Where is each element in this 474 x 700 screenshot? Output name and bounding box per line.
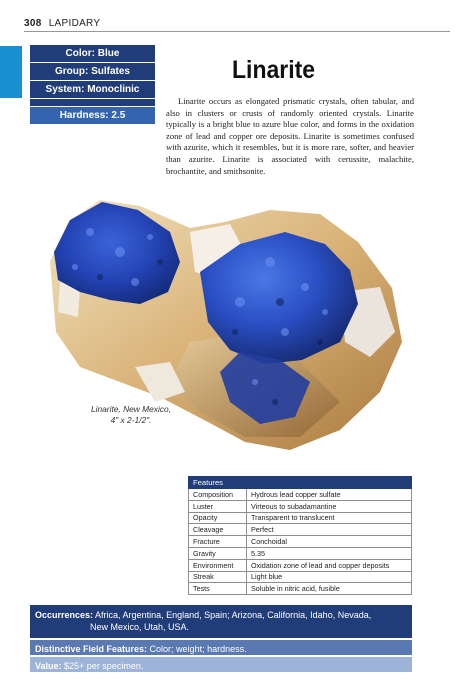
footer-info xyxy=(30,605,412,674)
feature-key: Luster xyxy=(189,500,247,512)
infobox-group: Group: Sulfates xyxy=(30,63,155,81)
feature-key: Composition xyxy=(189,489,247,501)
feature-key: Environment xyxy=(189,559,247,571)
table-row xyxy=(189,524,412,536)
section-name: LAPIDARY xyxy=(48,18,101,29)
infobox-color: Color: Blue xyxy=(30,45,155,63)
occurrences-line-2: New Mexico, Utah, USA. xyxy=(90,622,190,632)
occurrences-line-1: Africa, Argentina, England, Spain; Arizona, California, Idaho, Nevada, xyxy=(95,610,372,620)
table-row xyxy=(189,500,412,512)
table-row xyxy=(189,559,412,571)
table-row xyxy=(189,583,412,595)
feature-value: Hydrous lead copper sulfate xyxy=(247,489,412,501)
infobox-spacer xyxy=(30,99,155,107)
distinctive-value: Color; weight; hardness. xyxy=(149,644,247,654)
feature-value: Oxidation zone of lead and copper deposits xyxy=(247,559,412,571)
feature-value: Perfect xyxy=(247,524,412,536)
feature-key: Cleavage xyxy=(189,524,247,536)
infobox-hardness: Hardness: 2.5 xyxy=(30,107,155,125)
occurrences-box xyxy=(30,605,412,640)
page-number: 308 xyxy=(24,18,42,29)
feature-key: Streak xyxy=(189,571,247,583)
infobox-system: System: Monoclinic xyxy=(30,81,155,99)
features-table xyxy=(188,476,412,595)
table-row xyxy=(189,489,412,501)
mineral-description: Linarite occurs as elongated prismatic crystals, often tabular, and also in clusters or crusts of randomly oriented crystals. Linarite typically is a bright blue to azure blue color, and forms in the oxidation zone of lead and copper ore deposits. Linarite is sometimes confused with azurite, which it resembles, but it is more rare, softer, and heavier than azurite. Linarite is associated with cerussite, malachite, brochantite, and smithsonite. xyxy=(166,96,414,176)
feature-value: Light blue xyxy=(247,571,412,583)
table-row xyxy=(189,571,412,583)
feature-value: Soluble in nitric acid, fusible xyxy=(247,583,412,595)
table-row xyxy=(189,547,412,559)
distinctive-label: Distinctive Field Features: xyxy=(35,644,148,654)
feature-key: Tests xyxy=(189,583,247,595)
feature-key: Fracture xyxy=(189,536,247,548)
feature-key: Gravity xyxy=(189,547,247,559)
value-label: Value: xyxy=(35,661,62,671)
feature-value: 5.35 xyxy=(247,547,412,559)
feature-key: Opacity xyxy=(189,512,247,524)
caption-line-1: Linarite, New Mexico, xyxy=(90,404,172,414)
running-header xyxy=(24,18,100,29)
page-title: Linarite xyxy=(232,56,316,84)
distinctive-features-box xyxy=(30,640,412,657)
table-row xyxy=(189,536,412,548)
table-row xyxy=(189,512,412,524)
feature-value: Conchoidal xyxy=(247,536,412,548)
value-amount: $25+ per specimen. xyxy=(64,661,144,671)
feature-value: Transparent to translucent xyxy=(247,512,412,524)
mineral-infobox xyxy=(30,45,155,125)
photo-caption xyxy=(76,404,186,426)
header-rule xyxy=(24,31,450,32)
occurrences-label: Occurrences: xyxy=(35,610,94,620)
side-thumb-tab xyxy=(0,46,22,98)
value-box xyxy=(30,657,412,674)
features-heading: Features xyxy=(189,477,412,489)
caption-line-2: 4" x 2-1/2". xyxy=(110,415,152,425)
feature-value: Virteous to subadamantine xyxy=(247,500,412,512)
